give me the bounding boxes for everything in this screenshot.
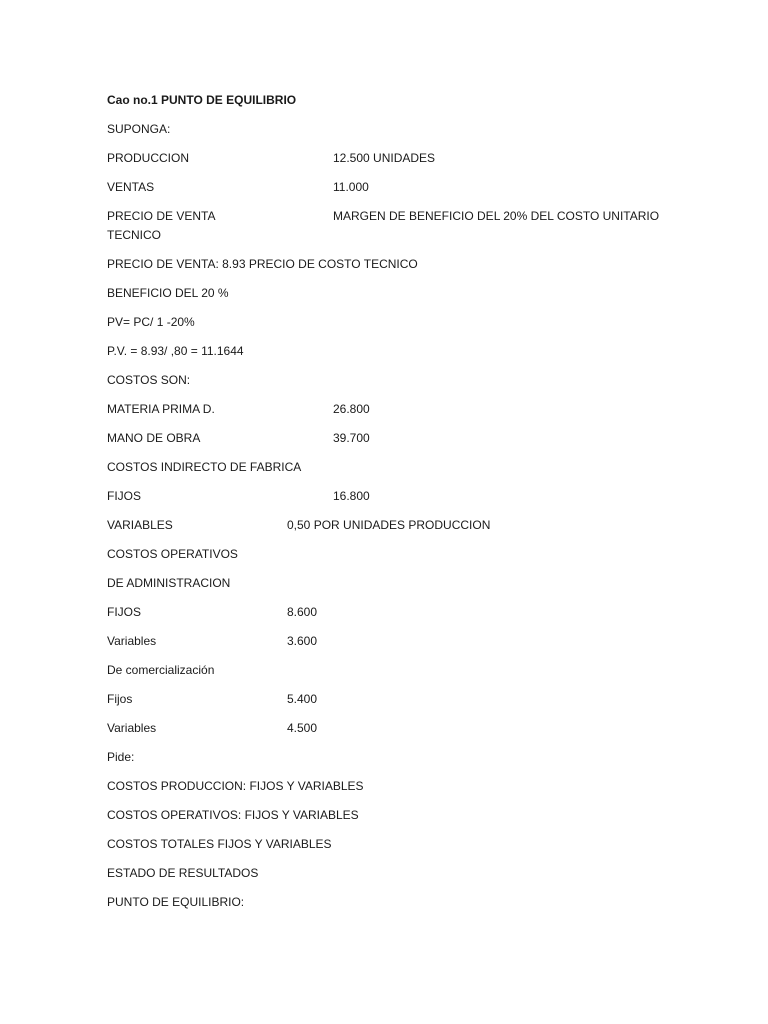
ventas-row [107, 179, 727, 208]
ventas-label: VENTAS [107, 180, 155, 194]
com-fijos-value: 5.400 [287, 692, 318, 706]
materia-prima-row [107, 401, 727, 430]
adm-fijos-label: FIJOS [107, 605, 142, 619]
cif-variables-row [107, 517, 727, 546]
intro-line [107, 121, 727, 150]
formula2-line [107, 343, 727, 372]
formula1-text: PV= PC/ 1 -20% [107, 315, 195, 329]
com-fijos-label: Fijos [107, 692, 133, 706]
beneficio-line [107, 285, 727, 314]
cif-text: COSTOS INDIRECTO DE FABRICA [107, 460, 302, 474]
produccion-label: PRODUCCION [107, 151, 190, 165]
pide-item-text: COSTOS TOTALES FIJOS Y VARIABLES [107, 837, 332, 851]
pide-item [107, 778, 727, 807]
produccion-value: 12.500 UNIDADES [333, 151, 436, 165]
produccion-row [107, 150, 727, 179]
pide-item-text: COSTOS PRODUCCION: FIJOS Y VARIABLES [107, 779, 364, 793]
pide-text: Pide: [107, 750, 135, 764]
document-title: Cao no.1 PUNTO DE EQUILIBRIO [107, 93, 297, 107]
pide-item [107, 807, 727, 836]
costos-operativos-text: COSTOS OPERATIVOS [107, 547, 238, 561]
precio-venta-label-line1: PRECIO DE VENTA [107, 209, 216, 223]
costos-son-line [107, 372, 727, 401]
precio-venta-costo-text: PRECIO DE VENTA: 8.93 PRECIO DE COSTO TECNICO [107, 257, 418, 271]
de-comercializacion-line [107, 662, 727, 691]
pide-item [107, 865, 727, 894]
pide-line [107, 749, 727, 778]
pide-item-text: ESTADO DE RESULTADOS [107, 866, 259, 880]
pide-item-text: COSTOS OPERATIVOS: FIJOS Y VARIABLES [107, 808, 359, 822]
cif-line [107, 459, 727, 488]
mano-obra-row [107, 430, 727, 459]
cif-variables-value: 0,50 POR UNIDADES PRODUCCION [287, 518, 491, 532]
materia-prima-value: 26.800 [333, 402, 370, 416]
cif-variables-label: VARIABLES [107, 518, 173, 532]
materia-prima-label: MATERIA PRIMA D. [107, 402, 215, 416]
costos-son-text: COSTOS SON: [107, 373, 191, 387]
de-administracion-text: DE ADMINISTRACION [107, 576, 231, 590]
pide-item-text: PUNTO DE EQUILIBRIO: [107, 895, 245, 909]
com-variables-label: Variables [107, 721, 157, 735]
precio-venta-row [107, 208, 727, 256]
precio-venta-value: MARGEN DE BENEFICIO DEL 20% DEL COSTO UNITARIO [333, 209, 660, 223]
mano-obra-label: MANO DE OBRA [107, 431, 201, 445]
adm-variables-row [107, 633, 727, 662]
formula2-text: P.V. = 8.93/ ,80 = 11.1644 [107, 344, 244, 358]
com-fijos-row [107, 691, 727, 720]
cif-fijos-row [107, 488, 727, 517]
mano-obra-value: 39.700 [333, 431, 370, 445]
de-comercializacion-text: De comercialización [107, 663, 215, 677]
document-body [107, 92, 727, 923]
adm-variables-value: 3.600 [287, 634, 318, 648]
costos-operativos-line [107, 546, 727, 575]
cif-fijos-value: 16.800 [333, 489, 370, 503]
formula1-line [107, 314, 727, 343]
ventas-value: 11.000 [333, 180, 369, 194]
title-line [107, 92, 727, 121]
intro-text: SUPONGA: [107, 122, 171, 136]
precio-venta-costo-line [107, 256, 727, 285]
adm-variables-label: Variables [107, 634, 157, 648]
com-variables-value: 4.500 [287, 721, 318, 735]
com-variables-row [107, 720, 727, 749]
precio-venta-label-line2: TECNICO [107, 228, 161, 242]
beneficio-text: BENEFICIO DEL 20 % [107, 286, 229, 300]
pide-item [107, 836, 727, 865]
adm-fijos-value: 8.600 [287, 605, 318, 619]
de-administracion-line [107, 575, 727, 604]
pide-item [107, 894, 727, 923]
adm-fijos-row [107, 604, 727, 633]
cif-fijos-label: FIJOS [107, 489, 142, 503]
